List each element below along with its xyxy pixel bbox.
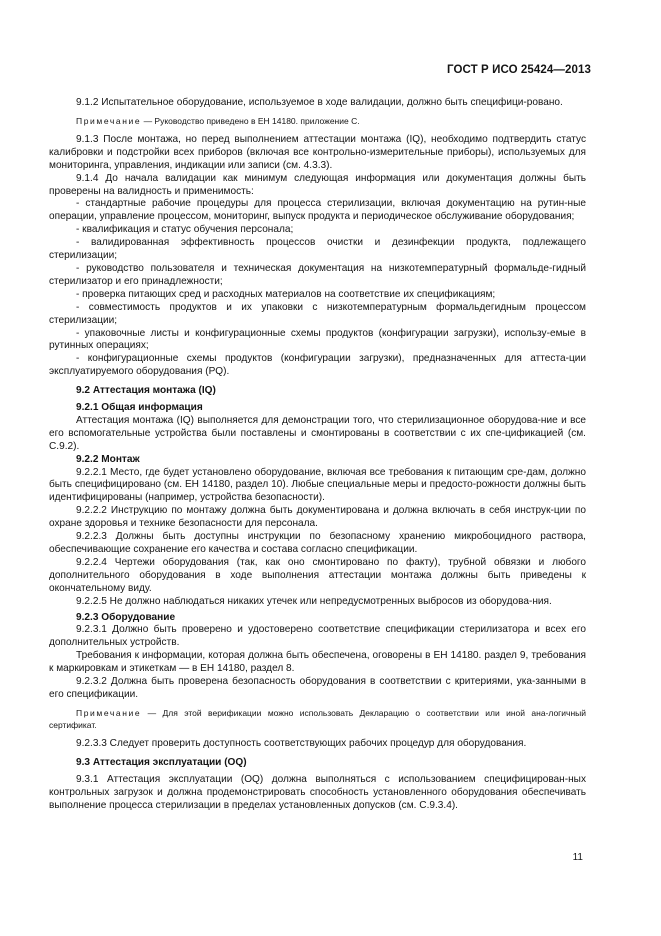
list-item: - совместимость продуктов и их упаковки с низкотемпературным формальдегидным процессом стерилизации; — [49, 301, 586, 326]
paragraph-9-1-2: 9.1.2 Испытательное оборудование, используемое в ходе валидации, должно быть специфици-рованo. — [76, 97, 563, 108]
paragraph-9-2-3-3: 9.2.3.3 Следует проверить доступность соответствующих рабочих процедур для оборудования. — [76, 737, 527, 749]
heading-9-2-1: 9.2.1 Общая информация — [76, 402, 203, 414]
list-item: - проверка питающих сред и расходных материалов на соответствие их спецификациям; — [76, 288, 496, 300]
note-2-text: — Для этой верификации можно использовать Декларацию о соответствии или иной ана-логичный сертификат. — [49, 707, 586, 730]
paragraph-9-2-3-1-requirements: Требования к информации, которая должна быть обеспечена, оговорены в ЕН 14180. раздел 9, требования к маркировкам и этикеткам — в ЕН 14180, раздел 8. — [49, 650, 586, 675]
page-content — [49, 97, 586, 812]
paragraph-9-2-2-4: 9.2.2.4 Чертежи оборудования (так, как оно смонтировано по факту), трубной обвязки и любого дополнительного оборудования в ходе выполнения аттестации монтажа должны быть приведены к окончательному виду. — [49, 556, 586, 594]
paragraph-9-2-2-3: 9.2.2.3 Должны быть доступны инструкции по безопасному хранению микробоцидного раствора, обеспечивающие сохранение его качества и состава согласно спецификации. — [49, 531, 586, 555]
list-item: - валидированная эффективность процессов очистки и дезинфекции продукта, подлежащего стерилизации; — [49, 237, 586, 262]
list-item: - конфигурационные схемы продуктов (конфигурации загрузки), предназначенных для аттеста-ции эксплуатируемого оборудования (PQ). — [49, 353, 586, 378]
paragraph-9-2-2-1: 9.2.2.1 Место, где будет установлено оборудование, включая все требования к питающим сре-дам, должно быть специфицировано (см. ЕН 14180, раздел 10). Любые специальные меры и предосто-рожности должны быть идентифицированы (например, устройства безопасности). — [49, 466, 586, 504]
heading-9-2-2: 9.2.2 Монтаж — [76, 453, 140, 465]
paragraph-9-3-1: 9.3.1 Аттестация эксплуатации (OQ) должна выполняться с использованием специфицирован-ных контрольных загрузок и должна продемонстрировать способность установленного оборудования обеспечивать выполнение процесса стерилизации в пределах установленных допусков (см. С.9.3.4). — [49, 773, 586, 811]
list-item: - квалификация и статус обучения персонала; — [76, 224, 294, 236]
list-item: - руководство пользователя и техническая документация на низкотемпературный формальде-гидный стерилизатор и его принадлежности; — [49, 262, 586, 287]
paragraph-9-1-3: 9.1.3 После монтажа, но перед выполнением аттестации монтажа (IQ), необходимо подтвердить статус калибровки и подстройки всех приборов (включая все контрольно-измерительные приборы), используемых для мониторинга, управления, индикации или записи (см. 4.3.3). — [49, 133, 586, 171]
note-1 — [49, 115, 586, 127]
paragraph-9-2-2-2: 9.2.2.2 Инструкцию по монтажу должна быть документирована и должна включать в себя инструк-ции по охране здоровья и технике безопасности для персонала. — [49, 505, 586, 530]
paragraph-9-1-4: 9.1.4 До начала валидации как минимум следующая информация или документация должны быть проверены на валидность и применимость: — [49, 172, 586, 197]
paragraph-9-2-3-2: 9.2.3.2 Должна быть проверена безопасность оборудования в соответствии с критериями, ука-занными в его спецификации. — [49, 676, 586, 700]
list-item: - упаковочные листы и конфигурационные схемы продуктов (конфигурации загрузки), использу-емые в рутинных операциях; — [49, 327, 586, 352]
paragraph-9-2-2-5: 9.2.2.5 Не должно наблюдаться никаких утечек или непредусмотренных выбросов из оборудова-ния. — [76, 595, 552, 607]
note-1-text: — Руководство приведено в ЕН 14180. приложение С. — [141, 115, 360, 126]
note-2-label: Примечание — [76, 707, 142, 718]
heading-9-2: 9.2 Аттестация монтажа (IQ) — [76, 385, 216, 397]
list-item: - стандартные рабочие процедуры для процесса стерилизации, включая документацию на рутин-ные операции, управление процессом, мониторинг, выпуск продукта и периодическое обслуживание оборудования; — [49, 198, 586, 223]
note-2 — [49, 707, 586, 731]
paragraph-9-2-1: Аттестация монтажа (IQ) выполняется для демонстрации того, что стерилизационное оборудова-ние и все его вспомогательные устройства были поставлены и смонтированы в соответствии с их спе-цификацией (см. С.9.2). — [49, 414, 586, 452]
note-1-label: Примечание — [76, 115, 142, 126]
heading-9-3: 9.3 Аттестация эксплуатации (OQ) — [76, 756, 247, 768]
paragraph-9-2-3-1: 9.2.3.1 Должно быть проверено и удостоверено соответствие спецификации стерилизатора и всех его дополнительных устройств. — [49, 624, 586, 649]
heading-9-2-3: 9.2.3 Оборудование — [76, 611, 176, 623]
page-number: 11 — [572, 852, 583, 863]
document-code-header: ГОСТ Р ИСО 25424—2013 — [446, 64, 591, 76]
